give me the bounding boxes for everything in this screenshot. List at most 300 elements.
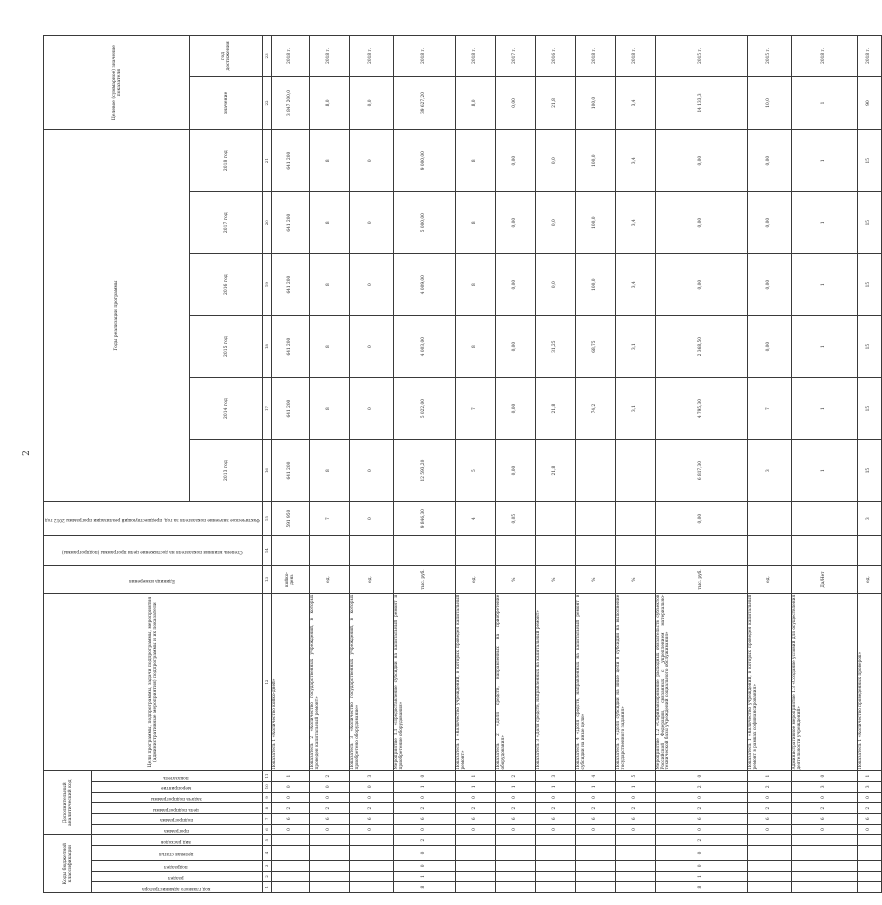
program-code-cell: 3: [858, 781, 882, 792]
program-col-header: подпрограмма: [92, 813, 263, 824]
year-value-cell: 0,00: [496, 378, 536, 440]
target-year-cell: 2018 г.: [456, 36, 496, 77]
year-value-cell: 12 593,20: [394, 440, 456, 502]
target-year-cell: 2018 г.: [350, 36, 394, 77]
target-year-header: год достижения: [190, 36, 263, 77]
weight-cell: [656, 536, 748, 566]
program-code-cell: 0: [496, 824, 536, 835]
weight-cell: [858, 536, 882, 566]
program-code-cell: 0: [310, 792, 350, 803]
target-year-cell: 2015 г.: [656, 36, 748, 77]
year-value-cell: 0,00: [496, 316, 536, 378]
budget-code-cell: [748, 835, 792, 846]
year-value-cell: 0: [350, 192, 394, 254]
table-row: [456, 36, 496, 893]
column-number: 2: [262, 871, 271, 882]
program-code-cell: 6: [456, 813, 496, 824]
budget-code-cell: [858, 860, 882, 871]
program-code-cell: 0: [616, 824, 656, 835]
program-code-cell: 0: [310, 824, 350, 835]
weight-cell: [310, 536, 350, 566]
target-year-cell: 2016 г.: [536, 36, 576, 77]
year-value-cell: 641 200: [272, 130, 310, 192]
year-value-cell: 0,00: [656, 254, 748, 316]
budget-code-cell: 8: [656, 882, 748, 893]
table-row: [792, 36, 858, 893]
indicator-text-cell: Мероприятие 1.2 «Софинансирование расходных обязательств субъектов Российской Федерации, связанных с укреплением материально-технической базы учреждений социального обслуживания»: [656, 593, 748, 770]
target-value-cell: 8,0: [456, 76, 496, 129]
budget-code-cell: [616, 860, 656, 871]
program-code-cell: 6: [272, 813, 310, 824]
year-value-cell: 641 200: [272, 378, 310, 440]
target-value-cell: 1: [792, 76, 858, 129]
target-value-cell: 21,8: [536, 76, 576, 129]
target-year-cell: 2018 г.: [394, 36, 456, 77]
target-year-cell: 2018 г.: [616, 36, 656, 77]
year-value-cell: 0: [350, 378, 394, 440]
program-code-cell: 1: [748, 771, 792, 782]
budget-code-cell: [748, 846, 792, 861]
weight-cell: [394, 536, 456, 566]
budget-code-cell: [858, 882, 882, 893]
program-code-cell: 0: [456, 792, 496, 803]
budget-col-header: код главного администратора: [92, 882, 263, 893]
program-code-cell: 1: [394, 781, 456, 792]
program-code-cell: 2: [496, 803, 536, 814]
program-code-cell: 2: [310, 771, 350, 782]
year-value-cell: 9 000,00: [394, 130, 456, 192]
budget-code-cell: [456, 871, 496, 882]
year-value-cell: 100,0: [576, 130, 616, 192]
target-year-cell: 2015 г.: [748, 36, 792, 77]
fact-cell: 591 950: [272, 502, 310, 536]
weight-cell: [576, 536, 616, 566]
program-code-cell: 0: [394, 771, 456, 782]
year-value-cell: 74,2: [576, 378, 616, 440]
budget-code-cell: [310, 846, 350, 861]
year-value-cell: 0,0: [536, 192, 576, 254]
year-value-cell: 1: [792, 316, 858, 378]
target-value-cell: 10,0: [748, 76, 792, 129]
budget-code-cell: [272, 846, 310, 861]
program-col-header: программа: [92, 824, 263, 835]
goal-header: Цели программы, подпрограммы, задачи подпрограммы, мероприятия (административные мероприятия) подпрограммы и их показатели: [44, 593, 263, 770]
budget-col-header: целевая статья: [92, 846, 263, 861]
program-code-cell: 6: [394, 813, 456, 824]
years-group-header: Годы реализации программы: [44, 130, 190, 502]
program-code-cell: 6: [656, 813, 748, 824]
budget-col-header: раздел: [92, 871, 263, 882]
year-value-cell: 0: [350, 254, 394, 316]
unit-cell: Да/Нет: [792, 566, 858, 594]
rotated-table-sheet: [43, 35, 872, 893]
indicator-text-cell: Показатель 2 «Количество государственных учреждений, в которых проведен капитальный ремонт»: [310, 593, 350, 770]
program-code-cell: 2: [576, 803, 616, 814]
program-code-cell: 6: [350, 813, 394, 824]
year-value-cell: 0,0: [536, 130, 576, 192]
budget-code-cell: [310, 871, 350, 882]
program-code-cell: 2: [456, 803, 496, 814]
weight-cell: [496, 536, 536, 566]
budget-code-cell: 0: [394, 846, 456, 861]
column-number: 23: [262, 36, 271, 77]
budget-code-cell: 2: [394, 835, 456, 846]
fact-cell: 7: [310, 502, 350, 536]
budget-code-cell: [496, 871, 536, 882]
page-number: 2: [21, 450, 32, 456]
program-code-cell: 0: [536, 792, 576, 803]
unit-cell: %: [536, 566, 576, 594]
table-row: [576, 36, 616, 893]
year-value-cell: 6 817,30: [656, 440, 748, 502]
year-value-cell: 31,25: [536, 316, 576, 378]
table-row: [536, 36, 576, 893]
budget-code-cell: [858, 835, 882, 846]
program-code-cell: 0: [350, 781, 394, 792]
program-code-cell: 0: [616, 792, 656, 803]
column-number: 7: [262, 813, 271, 824]
weight-cell: [616, 536, 656, 566]
year-value-cell: 15: [858, 378, 882, 440]
program-code-cell: 0: [656, 771, 748, 782]
program-code-cell: 0: [748, 824, 792, 835]
program-code-cell: 0: [272, 781, 310, 792]
year-value-cell: 21,8: [536, 378, 576, 440]
target-year-cell: 2017 г.: [496, 36, 536, 77]
year-header: 2014 год: [190, 378, 263, 440]
year-value-cell: 100,0: [576, 192, 616, 254]
unit-cell: койко-день: [272, 566, 310, 594]
program-code-cell: 0: [310, 781, 350, 792]
budget-code-cell: [576, 871, 616, 882]
indicator-text-cell: Показатель 3 «Количество государственных учреждений, в которых приобретено оборудование»: [350, 593, 394, 770]
fact-cell: 0,00: [656, 502, 748, 536]
budget-col-header: вид расходов: [92, 835, 263, 846]
program-code-cell: 2: [394, 803, 456, 814]
budget-code-cell: [748, 860, 792, 871]
year-value-cell: [576, 440, 616, 502]
indicator-text-cell: Административное мероприятие 1.3 «Создание условий для осуществления деятельности учреждений»: [792, 593, 858, 770]
table-row: [616, 36, 656, 893]
year-value-cell: 100,0: [576, 254, 616, 316]
year-value-cell: 0,00: [748, 316, 792, 378]
program-code-cell: 1: [576, 781, 616, 792]
program-code-cell: 6: [616, 813, 656, 824]
program-code-cell: 5: [616, 771, 656, 782]
column-number: 21: [262, 130, 271, 192]
indicator-text-cell: Показатель 1 «Количество учреждений, в которых проведен капитальный ремонт»: [456, 593, 496, 770]
budget-code-cell: [310, 882, 350, 893]
year-value-cell: 15: [858, 440, 882, 502]
budget-col-header: подраздел: [92, 860, 263, 871]
budget-code-cell: 0: [656, 846, 748, 861]
program-code-cell: 0: [858, 824, 882, 835]
program-code-cell: 2: [792, 803, 858, 814]
budget-code-cell: [350, 882, 394, 893]
program-code-cell: 2: [858, 803, 882, 814]
program-code-cell: 2: [272, 803, 310, 814]
weight-cell: [748, 536, 792, 566]
column-number: 6: [262, 824, 271, 835]
weight-cell: [792, 536, 858, 566]
column-number: 22: [262, 76, 271, 129]
year-value-cell: 1: [792, 254, 858, 316]
year-value-cell: 68,75: [576, 316, 616, 378]
column-number: 5: [262, 835, 271, 846]
weight-header: Степень влияния показателя на достижение цели программы (подпрограммы): [44, 536, 263, 566]
year-value-cell: 3: [748, 440, 792, 502]
table-row: [656, 36, 748, 893]
budget-code-cell: [272, 860, 310, 871]
budget-code-cell: [536, 871, 576, 882]
indicator-text-cell: Показатель 3 «Доля средств, направленных на капитальный ремонт»: [536, 593, 576, 770]
table-row: [310, 36, 350, 893]
column-number: 16: [262, 440, 271, 502]
target-value-cell: 3 847 200,0: [272, 76, 310, 129]
indicator-text-cell: Показатель 5 «Доля субсидии на иные цели в субсидии на выполнение государственного задания»: [616, 593, 656, 770]
column-number: 8: [262, 803, 271, 814]
budget-code-cell: [310, 835, 350, 846]
program-code-cell: 0: [576, 792, 616, 803]
column-number: 19: [262, 254, 271, 316]
fact-cell: 9 846,30: [394, 502, 456, 536]
program-code-cell: 0: [272, 792, 310, 803]
budget-code-cell: [310, 860, 350, 871]
fact-cell: 0: [350, 502, 394, 536]
year-value-cell: 3,1: [616, 378, 656, 440]
program-code-cell: 2: [656, 803, 748, 814]
column-number: 17: [262, 378, 271, 440]
year-value-cell: 2 368,50: [656, 316, 748, 378]
program-code-cell: 1: [616, 781, 656, 792]
column-number: 15: [262, 502, 271, 536]
year-value-cell: 641 200: [272, 254, 310, 316]
budget-code-cell: [496, 835, 536, 846]
year-value-cell: 7: [748, 378, 792, 440]
program-code-cell: 3: [792, 781, 858, 792]
program-code-cell: 2: [496, 771, 536, 782]
year-value-cell: 641 200: [272, 192, 310, 254]
year-value-cell: 15: [858, 130, 882, 192]
year-value-cell: 5 000,00: [394, 192, 456, 254]
year-header: 2016 год: [190, 254, 263, 316]
budget-code-cell: [456, 860, 496, 871]
budget-code-cell: [496, 882, 536, 893]
program-code-cell: 0: [350, 824, 394, 835]
year-value-cell: 0,00: [496, 440, 536, 502]
budget-code-cell: [350, 871, 394, 882]
year-value-cell: 21,8: [536, 440, 576, 502]
year-value-cell: 1: [792, 378, 858, 440]
budget-code-cell: [272, 835, 310, 846]
program-code-cell: 1: [456, 771, 496, 782]
program-code-cell: 0: [656, 792, 748, 803]
column-number: 10: [262, 781, 271, 792]
budget-code-cell: [616, 835, 656, 846]
program-col-header: мероприятие: [92, 781, 263, 792]
unit-cell: ед.: [310, 566, 350, 594]
program-code-cell: 0: [350, 792, 394, 803]
target-value-cell: 8,0: [310, 76, 350, 129]
program-code-cell: 0: [394, 824, 456, 835]
indicator-text-cell: Показатель 1 «Количество учреждений, в которых проведен капитальный ремонт в рамках софинансирования»: [748, 593, 792, 770]
year-value-cell: 15: [858, 192, 882, 254]
budget-code-cell: 1: [394, 871, 456, 882]
budget-code-cell: [616, 871, 656, 882]
table-row: [350, 36, 394, 893]
year-value-cell: 8: [310, 192, 350, 254]
indicator-text-cell: Мероприятие 1.1 «Предоставление субсидии на капитальный ремонт и приобретение оборудования»: [394, 593, 456, 770]
program-code-cell: 1: [272, 771, 310, 782]
unit-cell: ед.: [456, 566, 496, 594]
table-row: [496, 36, 536, 893]
program-code-cell: 2: [748, 803, 792, 814]
fact-cell: 3: [858, 502, 882, 536]
target-value-header: значение: [190, 76, 263, 129]
budget-code-cell: [536, 835, 576, 846]
unit-cell: %: [616, 566, 656, 594]
year-header: 2018 год: [190, 130, 263, 192]
program-col-header: задача подпрограммы: [92, 792, 263, 803]
year-value-cell: 0,0: [536, 254, 576, 316]
year-value-cell: 0: [350, 130, 394, 192]
budget-code-cell: [272, 882, 310, 893]
target-value-cell: 3,4: [616, 76, 656, 129]
column-number: 12: [262, 593, 271, 770]
indicator-text-cell: Показатель 1 «Количество койко-дней»: [272, 593, 310, 770]
indicator-text-cell: Показатель 1 «Количество проведенных проверок»: [858, 593, 882, 770]
program-code-cell: 2: [536, 803, 576, 814]
program-code-cell: 0: [496, 792, 536, 803]
budget-code-cell: [536, 846, 576, 861]
program-code-cell: 3: [350, 771, 394, 782]
weight-cell: [350, 536, 394, 566]
year-value-cell: 1: [792, 440, 858, 502]
table-row: [272, 36, 310, 893]
year-value-cell: 641 200: [272, 440, 310, 502]
program-code-cell: 4: [576, 771, 616, 782]
year-value-cell: 8: [456, 316, 496, 378]
year-value-cell: 5 022,00: [394, 378, 456, 440]
column-number: 3: [262, 860, 271, 871]
target-year-cell: 2018 г.: [310, 36, 350, 77]
column-number: 20: [262, 192, 271, 254]
budget-code-cell: [576, 860, 616, 871]
column-number: 1: [262, 882, 271, 893]
column-number-row: [262, 36, 271, 893]
fact-cell: [792, 502, 858, 536]
unit-header: Единица измерения: [44, 566, 263, 594]
target-year-cell: 2018 г.: [576, 36, 616, 77]
budget-code-cell: 2: [656, 835, 748, 846]
unit-cell: ед.: [748, 566, 792, 594]
year-value-cell: 8: [456, 130, 496, 192]
year-value-cell: 4 003,00: [394, 316, 456, 378]
program-code-cell: 6: [858, 813, 882, 824]
target-value-cell: 0,00: [496, 76, 536, 129]
weight-cell: [456, 536, 496, 566]
budget-code-cell: [496, 860, 536, 871]
program-code-cell: 0: [792, 771, 858, 782]
program-code-cell: 0: [656, 824, 748, 835]
budget-code-cell: [536, 860, 576, 871]
year-value-cell: [616, 440, 656, 502]
column-number: 11: [262, 771, 271, 782]
year-header: 2013 год: [190, 440, 263, 502]
year-value-cell: 3,4: [616, 130, 656, 192]
budget-code-cell: [456, 846, 496, 861]
fact-cell: 0,05: [496, 502, 536, 536]
unit-cell: %: [576, 566, 616, 594]
year-value-cell: 0,00: [496, 192, 536, 254]
program-code-cell: 6: [576, 813, 616, 824]
program-code-cell: 3: [536, 771, 576, 782]
year-value-cell: 0,00: [748, 130, 792, 192]
program-code-cell: 6: [748, 813, 792, 824]
column-number: 9: [262, 792, 271, 803]
program-code-cell: 2: [656, 781, 748, 792]
year-value-cell: 4 009,00: [394, 254, 456, 316]
year-header: 2017 год: [190, 192, 263, 254]
year-value-cell: 5: [456, 440, 496, 502]
target-year-cell: 2018 г.: [272, 36, 310, 77]
program-code-cell: 0: [792, 824, 858, 835]
program-code-cell: 0: [272, 824, 310, 835]
program-code-cell: 2: [310, 803, 350, 814]
budget-code-cell: [456, 835, 496, 846]
budget-code-cell: [858, 846, 882, 861]
budget-code-cell: [616, 882, 656, 893]
indicator-text-cell: Показатель 2 «Доля средств, направленных на приобретение оборудования»: [496, 593, 536, 770]
program-code-cell: 0: [394, 792, 456, 803]
program-code-cell: 0: [456, 824, 496, 835]
budget-code-cell: 1: [656, 871, 748, 882]
target-value-cell: 100,0: [576, 76, 616, 129]
program-code-cell: 0: [858, 792, 882, 803]
table-body: [272, 36, 882, 893]
budget-code-cell: [748, 871, 792, 882]
year-value-cell: 0,00: [496, 254, 536, 316]
budget-code-cell: [576, 882, 616, 893]
year-value-cell: 0: [350, 316, 394, 378]
year-value-cell: 15: [858, 254, 882, 316]
program-code-cell: 2: [748, 781, 792, 792]
year-value-cell: 8: [310, 254, 350, 316]
program-code-cell: 6: [310, 813, 350, 824]
year-value-cell: 3,1: [616, 316, 656, 378]
year-value-cell: 8: [310, 316, 350, 378]
budget-code-cell: [536, 882, 576, 893]
target-value-cell: 14 133,3: [656, 76, 748, 129]
budget-code-cell: [496, 846, 536, 861]
indicator-text-cell: Показатель 4 «Доля средств, направленных на капитальный ремонт в субсидии на иные цели»: [576, 593, 616, 770]
program-code-cell: 1: [496, 781, 536, 792]
program-code-cell: 1: [858, 771, 882, 782]
year-value-cell: 0,00: [748, 192, 792, 254]
program-code-cell: 6: [536, 813, 576, 824]
fact-cell: [616, 502, 656, 536]
budget-code-cell: [576, 835, 616, 846]
budget-code-cell: [792, 846, 858, 861]
budget-code-cell: [748, 882, 792, 893]
year-value-cell: 0,00: [496, 130, 536, 192]
year-value-cell: 1: [792, 192, 858, 254]
budget-code-cell: [350, 846, 394, 861]
budget-code-cell: 0: [394, 860, 456, 871]
program-code-cell: 0: [748, 792, 792, 803]
unit-cell: %: [496, 566, 536, 594]
year-value-cell: 15: [858, 316, 882, 378]
